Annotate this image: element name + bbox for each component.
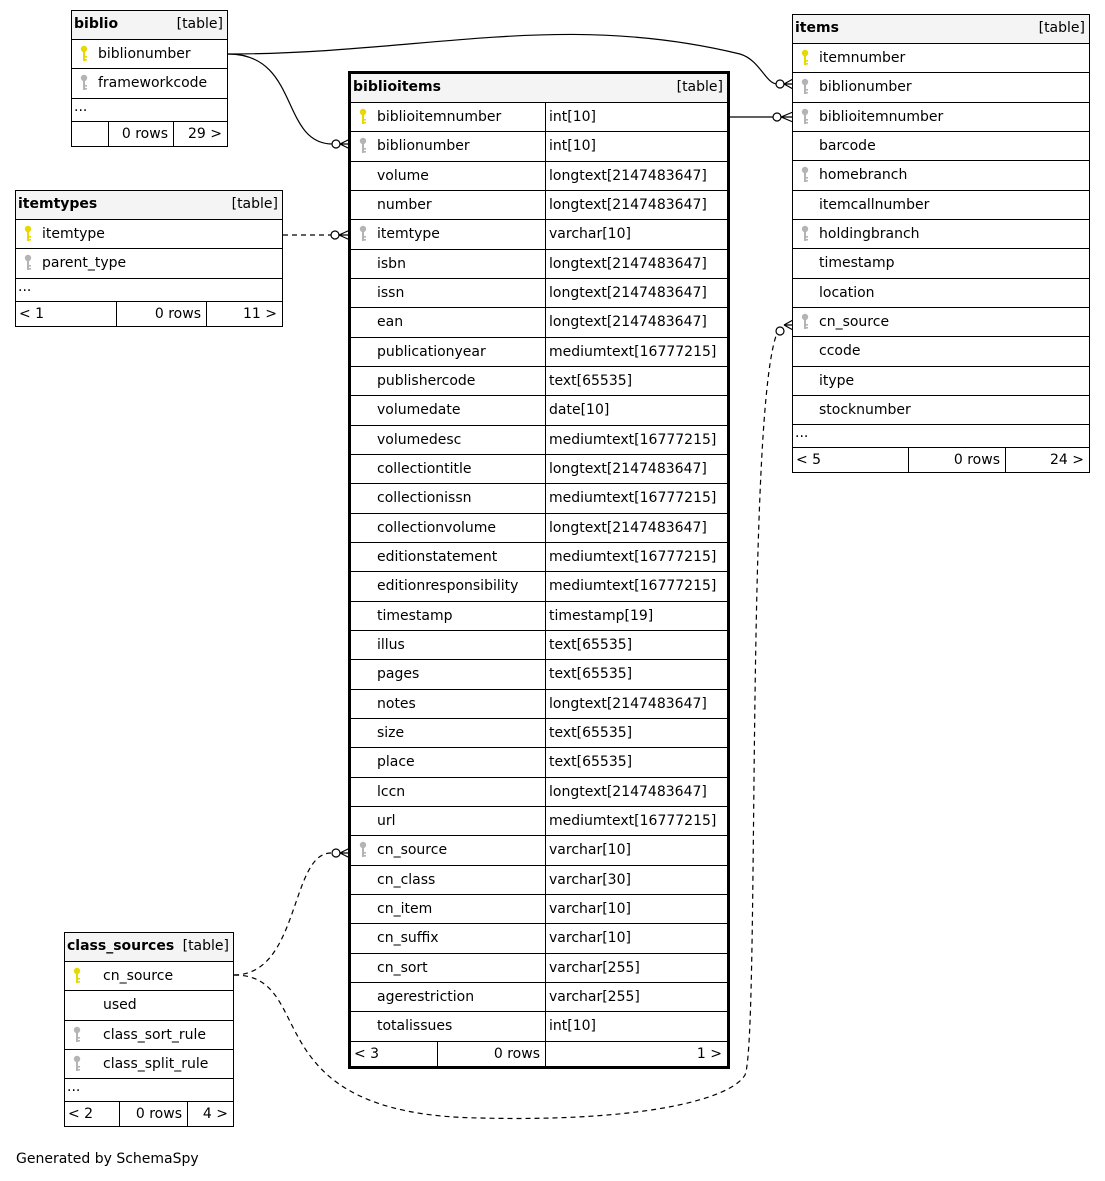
column-row[interactable] [351, 132, 727, 161]
more-columns: ... [72, 99, 227, 122]
column-type: text[65535] [545, 660, 727, 688]
column-row[interactable] [351, 484, 727, 513]
column-name: biblionumber [98, 46, 191, 63]
column-type: mediumtext[16777215] [545, 543, 727, 571]
table-biblio[interactable] [71, 10, 228, 147]
table-footer [351, 1042, 727, 1066]
column-name: editionstatement [377, 549, 498, 566]
column-name: cn_source [377, 842, 448, 859]
more-columns: ... [793, 425, 1089, 448]
column-type: longtext[2147483647] [545, 308, 727, 336]
table-kind: [table] [1038, 20, 1085, 36]
column-name: notes [377, 695, 416, 712]
column-name: location [819, 284, 875, 301]
column-name: collectionvolume [377, 519, 497, 536]
column-row[interactable] [793, 367, 1089, 396]
column-row[interactable] [351, 690, 727, 719]
column-type: varchar[255] [545, 983, 727, 1011]
edge-end-circle [773, 113, 781, 121]
column-row[interactable] [793, 337, 1089, 366]
table-name: biblio [74, 16, 119, 32]
column-list [16, 220, 282, 279]
column-row[interactable] [793, 191, 1089, 220]
column-name: cn_source [103, 968, 174, 985]
column-name: issn [377, 285, 405, 302]
column-name: biblioitemnumber [377, 109, 502, 126]
column-list [65, 962, 233, 1079]
foreign-key-icon [801, 313, 809, 331]
column-name: collectionissn [377, 490, 472, 507]
generated-by-text: Generated by SchemaSpy [16, 1151, 199, 1167]
column-row[interactable] [351, 778, 727, 807]
column-name: cn_item [377, 901, 433, 918]
column-name: itemtype [42, 226, 105, 243]
foreign-key-icon [73, 1055, 81, 1073]
column-row[interactable] [72, 69, 227, 98]
column-type: longtext[2147483647] [545, 455, 727, 483]
children-link[interactable]: 1 > [545, 1042, 727, 1066]
column-row[interactable] [65, 1021, 233, 1050]
column-row[interactable] [351, 514, 727, 543]
table-kind: [table] [176, 16, 223, 32]
table-header [16, 191, 282, 220]
primary-key-icon [80, 45, 88, 63]
column-type: date[10] [545, 396, 727, 424]
column-row[interactable] [351, 162, 727, 191]
table-header [793, 15, 1089, 44]
column-row[interactable] [65, 991, 233, 1020]
column-row[interactable] [793, 161, 1089, 190]
column-row[interactable] [65, 1050, 233, 1079]
edge-end-circle [776, 327, 784, 335]
column-name: cn_sort [377, 959, 428, 976]
foreign-key-icon [80, 74, 88, 92]
column-type: timestamp[19] [545, 602, 727, 630]
table-header [351, 74, 727, 103]
column-name: biblioitemnumber [819, 108, 944, 125]
column-row[interactable] [351, 719, 727, 748]
table-header [65, 933, 233, 962]
edge-end-circle [331, 231, 339, 239]
column-row[interactable] [351, 954, 727, 983]
column-name: isbn [377, 255, 406, 272]
children-link[interactable]: 11 > [206, 302, 282, 326]
column-name: collectiontitle [377, 461, 472, 478]
foreign-key-icon [801, 108, 809, 126]
column-row[interactable] [793, 132, 1089, 161]
table-biblioitems[interactable] [348, 71, 730, 1069]
table-kind: [table] [231, 196, 278, 212]
column-row[interactable] [793, 308, 1089, 337]
column-row[interactable] [793, 103, 1089, 132]
foreign-key-icon [801, 78, 809, 96]
table-items[interactable] [792, 14, 1090, 473]
row-count: 0 rows [908, 448, 1005, 472]
column-row[interactable] [351, 250, 727, 279]
column-row[interactable] [351, 396, 727, 425]
primary-key-icon [24, 225, 32, 243]
column-type: longtext[2147483647] [545, 514, 727, 542]
column-name: ean [377, 314, 404, 331]
column-row[interactable] [351, 103, 727, 132]
column-row[interactable] [351, 191, 727, 220]
foreign-key-icon [24, 254, 32, 272]
column-name: timestamp [377, 607, 453, 624]
primary-key-icon [801, 49, 809, 67]
more-columns: ... [65, 1079, 233, 1102]
column-name: timestamp [819, 255, 895, 272]
column-type: longtext[2147483647] [545, 690, 727, 718]
table-class-sources[interactable] [64, 932, 234, 1127]
table-name: class_sources [67, 938, 175, 954]
column-name: parent_type [42, 255, 127, 272]
column-type: longtext[2147483647] [545, 279, 727, 307]
foreign-key-icon [73, 1026, 81, 1044]
column-name: volumedesc [377, 431, 462, 448]
column-row[interactable] [351, 455, 727, 484]
column-name: volumedate [377, 402, 461, 419]
column-row[interactable] [72, 40, 227, 69]
column-name: publishercode [377, 373, 476, 390]
children-link[interactable]: 4 > [187, 1102, 233, 1126]
column-row[interactable] [351, 543, 727, 572]
column-type: mediumtext[16777215] [545, 484, 727, 512]
column-row[interactable] [351, 924, 727, 953]
column-type: longtext[2147483647] [545, 162, 727, 190]
more-columns: ... [16, 279, 282, 302]
row-count: 0 rows [437, 1042, 545, 1066]
column-row[interactable] [351, 836, 727, 865]
edge-end-circle [776, 80, 784, 88]
column-name: homebranch [819, 167, 908, 184]
column-type: varchar[10] [545, 895, 727, 923]
parents-link[interactable] [72, 122, 108, 146]
column-type: varchar[10] [545, 924, 727, 952]
column-row[interactable] [351, 895, 727, 924]
children-link[interactable]: 24 > [1005, 448, 1089, 472]
column-row[interactable] [16, 249, 282, 278]
column-name: url [377, 813, 396, 830]
edge-biblio-biblioitems [228, 54, 332, 144]
column-name: place [377, 754, 415, 771]
column-name: illus [377, 637, 405, 654]
table-footer [793, 448, 1089, 472]
table-name: biblioitems [353, 79, 441, 95]
column-type: text[65535] [545, 748, 727, 776]
column-name: cn_class [377, 871, 436, 888]
column-row[interactable] [351, 426, 727, 455]
table-footer [72, 122, 227, 146]
column-name: class_split_rule [103, 1056, 209, 1073]
column-row[interactable] [351, 866, 727, 895]
foreign-key-icon [359, 841, 367, 859]
column-list [72, 40, 227, 99]
column-row[interactable] [351, 572, 727, 601]
column-name: pages [377, 666, 420, 683]
column-row[interactable] [793, 396, 1089, 425]
column-name: size [377, 725, 405, 742]
table-kind: [table] [676, 79, 723, 95]
column-list [793, 44, 1089, 425]
column-row[interactable] [16, 220, 282, 249]
primary-key-icon [359, 108, 367, 126]
column-type: mediumtext[16777215] [545, 807, 727, 835]
column-row[interactable] [793, 73, 1089, 102]
column-name: cn_source [819, 314, 890, 331]
column-row[interactable] [793, 279, 1089, 308]
row-count: 0 rows [108, 122, 173, 146]
column-name: biblionumber [377, 138, 470, 155]
foreign-key-icon [359, 225, 367, 243]
column-row[interactable] [351, 602, 727, 631]
column-name: volume [377, 167, 429, 184]
column-name: ccode [819, 343, 861, 360]
column-type: text[65535] [545, 719, 727, 747]
column-name: biblionumber [819, 79, 912, 96]
table-header [72, 11, 227, 40]
foreign-key-icon [359, 137, 367, 155]
parents-link[interactable]: < 5 [796, 452, 822, 469]
column-type: longtext[2147483647] [545, 778, 727, 806]
column-row[interactable] [793, 220, 1089, 249]
column-row[interactable] [351, 1012, 727, 1041]
children-link[interactable]: 29 > [173, 122, 227, 146]
column-name: itype [819, 372, 855, 389]
edge-classsources-biblioitems [234, 853, 331, 975]
column-row[interactable] [351, 660, 727, 689]
parents-link[interactable]: < 3 [354, 1045, 380, 1062]
column-name: cn_suffix [377, 930, 439, 947]
column-row[interactable] [351, 220, 727, 249]
table-name: itemtypes [18, 196, 98, 212]
column-row[interactable] [793, 44, 1089, 73]
table-kind: [table] [182, 938, 229, 954]
column-name: frameworkcode [98, 75, 208, 92]
table-footer [65, 1102, 233, 1126]
column-type: int[10] [545, 132, 727, 160]
column-name: itemnumber [819, 50, 906, 67]
column-name: publicationyear [377, 343, 486, 360]
table-footer [16, 302, 282, 326]
edge-end-circle [332, 849, 340, 857]
column-type: longtext[2147483647] [545, 250, 727, 278]
column-name: holdingbranch [819, 226, 920, 243]
column-name: agerestriction [377, 989, 475, 1005]
column-type: int[10] [545, 103, 727, 131]
column-row[interactable] [351, 279, 727, 308]
column-name: stocknumber [819, 402, 911, 419]
column-type: int[10] [545, 1012, 727, 1040]
column-type: longtext[2147483647] [545, 191, 727, 219]
column-name: lccn [377, 783, 406, 800]
column-row[interactable] [351, 807, 727, 836]
column-type: varchar[10] [545, 836, 727, 864]
column-name: itemtype [377, 226, 440, 243]
column-type: varchar[30] [545, 866, 727, 894]
column-type: text[65535] [545, 631, 727, 659]
column-name: itemcallnumber [819, 196, 930, 213]
column-name: totalissues [377, 1018, 453, 1035]
column-row[interactable] [351, 308, 727, 337]
row-count: 0 rows [119, 1102, 187, 1126]
column-name: editionresponsibility [377, 578, 519, 595]
table-name: items [795, 20, 839, 36]
column-row[interactable] [351, 367, 727, 396]
column-name: class_sort_rule [103, 1026, 206, 1043]
column-row[interactable] [351, 983, 727, 1012]
column-type: mediumtext[16777215] [545, 572, 727, 600]
primary-key-icon [73, 967, 81, 985]
row-count: 0 rows [116, 302, 206, 326]
parents-link[interactable]: < 1 [19, 305, 45, 322]
column-row[interactable] [351, 631, 727, 660]
column-type: text[65535] [545, 367, 727, 395]
table-itemtypes[interactable] [15, 190, 283, 327]
column-type: varchar[10] [545, 220, 727, 248]
column-type: mediumtext[16777215] [545, 426, 727, 454]
column-row[interactable] [351, 338, 727, 367]
column-row[interactable] [351, 748, 727, 777]
column-row[interactable] [65, 962, 233, 991]
foreign-key-icon [801, 166, 809, 184]
parents-link[interactable]: < 2 [68, 1106, 94, 1123]
column-type: varchar[255] [545, 954, 727, 982]
column-name: barcode [819, 138, 876, 155]
edge-end-circle [332, 140, 340, 148]
column-list [351, 103, 727, 1042]
column-type: mediumtext[16777215] [545, 338, 727, 366]
foreign-key-icon [801, 225, 809, 243]
column-row[interactable] [793, 249, 1089, 278]
column-name: used [103, 997, 137, 1014]
column-name: number [377, 197, 432, 214]
